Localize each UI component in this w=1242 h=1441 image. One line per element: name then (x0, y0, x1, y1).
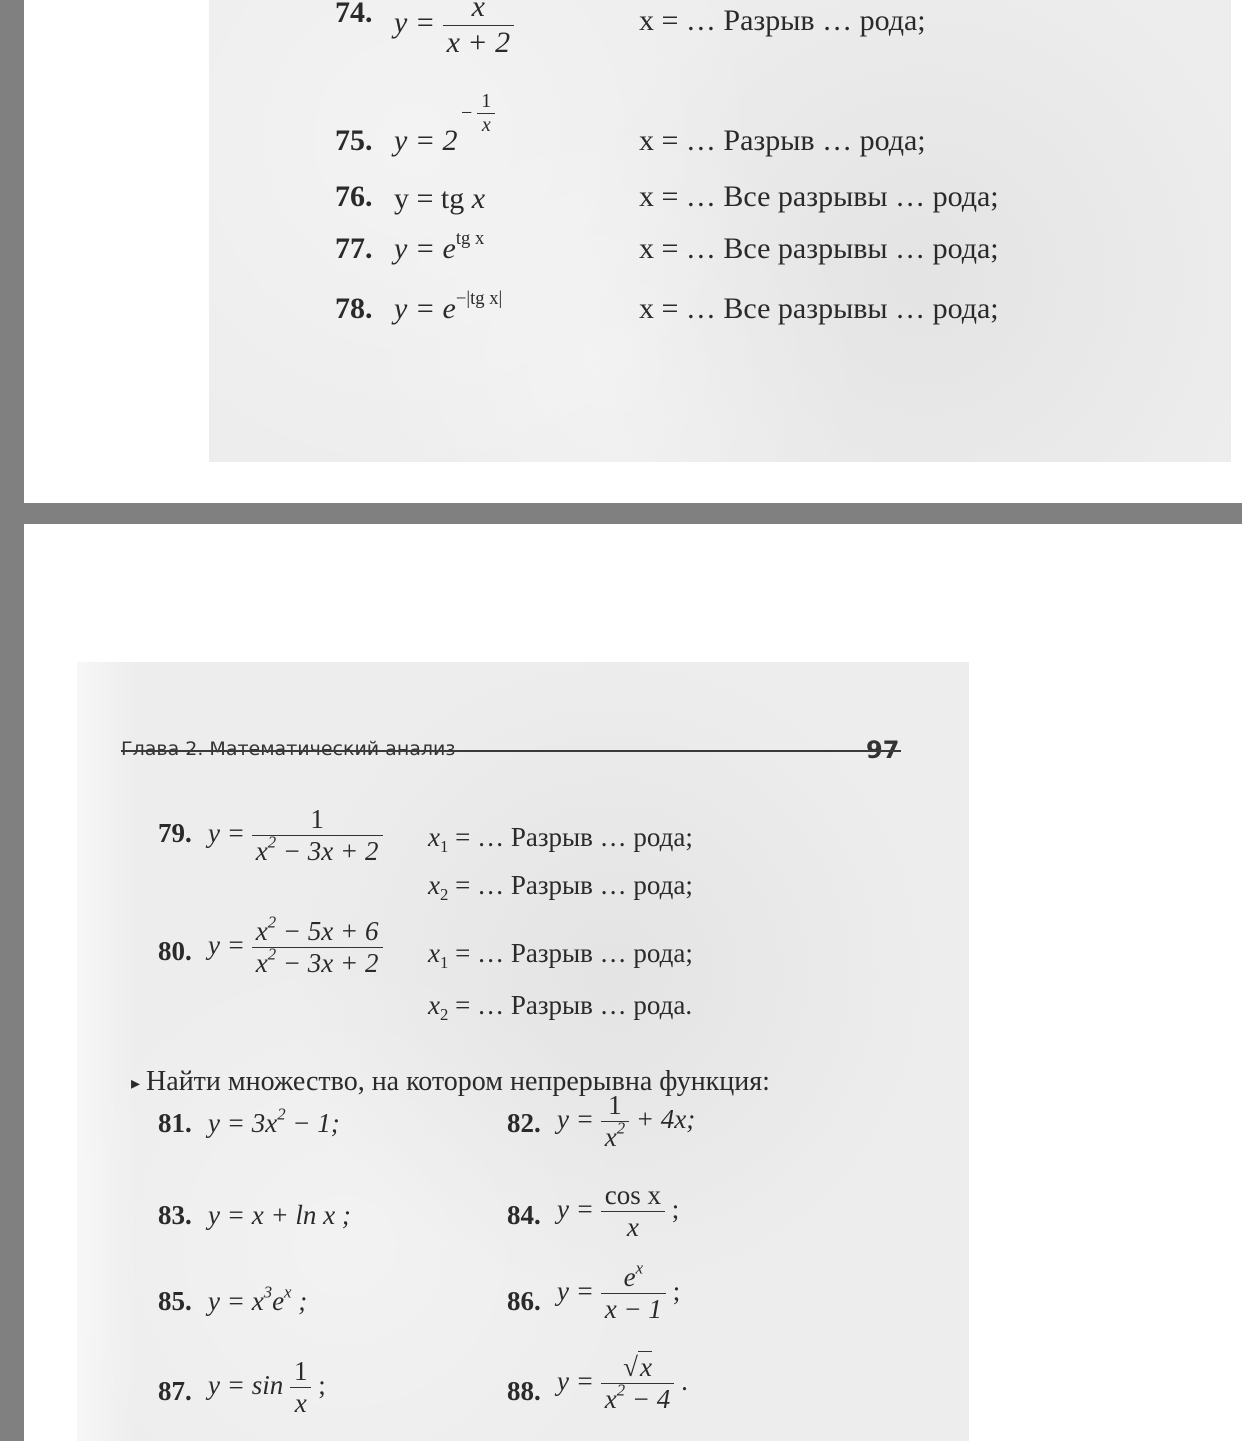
formula-86 (557, 1258, 681, 1325)
problem-number: 79. (158, 818, 192, 848)
formula-lhs: y = 2 (394, 124, 458, 157)
denominator-base: x (604, 1122, 617, 1153)
formula-post: − 1; (285, 1108, 340, 1138)
denominator-exp: 2 (267, 832, 277, 852)
answer-text: = … Разрыв … рода; (448, 870, 693, 900)
denominator: x (294, 1388, 307, 1419)
formula-88 (557, 1352, 688, 1415)
answer-sub: 1 (439, 952, 449, 972)
formula-post: ; (291, 1286, 308, 1316)
denominator-base: x (255, 948, 268, 979)
problem-number: 77. (335, 232, 373, 265)
denominator-base: x (604, 1384, 617, 1415)
exponent-75 (461, 90, 495, 137)
answer-var: x (428, 870, 440, 900)
chapter-title: Глава 2. Математический анализ (121, 738, 456, 760)
answer-80-x2 (428, 990, 693, 1024)
formula-lhs: y = tg (394, 182, 472, 215)
formula-lhs: y = (394, 5, 436, 39)
answer-74 (639, 4, 926, 38)
problem-number: 82. (507, 1108, 541, 1138)
numerator-exp: x (635, 1258, 644, 1278)
fraction (443, 0, 515, 60)
problem-85 (158, 1286, 192, 1317)
numerator: 1 (477, 90, 495, 114)
formula-78 (394, 288, 503, 326)
formula-post: ; (665, 1275, 681, 1306)
formula-post: ; (311, 1369, 326, 1400)
denominator: x (481, 114, 491, 136)
formula-76 (394, 182, 485, 216)
formula-lhs: y = (208, 817, 245, 848)
numerator: x (443, 0, 515, 26)
formula-83 (208, 1200, 351, 1231)
problem-number: 86. (507, 1286, 541, 1316)
denominator-rest: − 4 (625, 1384, 671, 1415)
fraction (601, 1258, 666, 1325)
denominator-rest: − 3x + 2 (276, 948, 379, 979)
problem-79 (158, 818, 192, 849)
page-number: 97 (866, 736, 900, 764)
formula-var: x (471, 182, 486, 215)
formula-exp: 3 (263, 1282, 273, 1302)
formula-80 (208, 912, 383, 979)
fraction (601, 1180, 665, 1243)
formula-82 (557, 1090, 695, 1153)
problem-number: 88. (507, 1376, 541, 1406)
problem-74 (335, 0, 373, 30)
formula-lhs: y = e (394, 292, 456, 325)
formula-lhs: y = e (394, 232, 456, 265)
formula-pre: y = x (208, 1286, 264, 1316)
denominator (601, 1380, 675, 1415)
sqrt-icon: √ (623, 1352, 638, 1382)
formula-lhs: y = (557, 1193, 594, 1224)
formula-77 (394, 228, 485, 266)
bullet-icon: ▸ (131, 1073, 141, 1094)
answer-77 (639, 232, 999, 266)
problem-83 (158, 1200, 192, 1231)
denominator: x + 2 (446, 25, 511, 59)
formula-lhs: y = (208, 929, 245, 960)
problem-number: 74. (335, 0, 373, 29)
answer-text: x = … Разрыв … рода; (639, 4, 926, 37)
denominator: x (626, 1212, 639, 1243)
numerator-base: e (623, 1262, 636, 1292)
answer-80-x1 (428, 938, 693, 972)
fraction (290, 1356, 312, 1419)
fraction (252, 912, 383, 979)
problem-number: 78. (335, 292, 373, 325)
exponent-fraction (477, 90, 495, 137)
numerator (601, 1352, 675, 1384)
exponent: −|tg x| (455, 288, 503, 310)
problem-number: 75. (335, 124, 373, 157)
answer-sub: 2 (439, 884, 449, 904)
answer-sub: 1 (439, 836, 449, 856)
formula-79 (208, 804, 383, 867)
problem-number: 87. (158, 1376, 192, 1406)
problem-87 (158, 1376, 192, 1407)
numerator: 1 (601, 1090, 629, 1122)
top-viewer-panel (24, 0, 1242, 503)
answer-text: x = … Все разрывы … рода; (639, 292, 999, 325)
numerator: cos x (601, 1180, 665, 1212)
numerator-rest: − 5x + 6 (276, 916, 379, 946)
scanned-page-top (209, 0, 1231, 462)
problem-78 (335, 292, 373, 326)
answer-79-x1 (428, 822, 693, 856)
numerator-exp: 2 (267, 912, 277, 932)
exponent: tg x (455, 228, 485, 250)
answer-text: x = … Разрыв … рода; (639, 124, 926, 157)
numerator (601, 1258, 666, 1294)
header-rule (121, 750, 901, 752)
answer-79-x2 (428, 870, 693, 904)
denominator-exp: 2 (616, 1118, 626, 1138)
formula-84 (557, 1180, 679, 1243)
denominator-exp: 2 (616, 1380, 626, 1400)
radicand: x (639, 1352, 652, 1382)
answer-var: x (428, 938, 440, 968)
denominator-exp: 2 (267, 944, 277, 964)
fraction (601, 1090, 629, 1153)
denominator: x − 1 (604, 1294, 662, 1325)
denominator (252, 944, 383, 979)
numerator: 1 (252, 804, 383, 836)
denominator-base: x (255, 836, 268, 867)
denominator (252, 832, 383, 867)
answer-78 (639, 292, 999, 326)
problem-76 (335, 180, 373, 214)
problem-84 (507, 1200, 541, 1231)
answer-var: x (428, 822, 440, 852)
problem-80 (158, 936, 192, 967)
formula-exp: x (284, 1282, 292, 1302)
formula-81 (208, 1104, 340, 1139)
scanned-page-bottom (77, 662, 969, 1441)
formula-lhs: y = (557, 1365, 594, 1396)
exponent-sign: − (461, 102, 473, 124)
formula-74 (394, 0, 514, 60)
formula-pre: y = 3x (208, 1108, 278, 1138)
fraction (252, 804, 383, 867)
instruction-text: Найти множество, на котором непрерывна функция: (146, 1066, 770, 1097)
formula-lhs: y = sin (208, 1369, 284, 1400)
formula-post: ; (664, 1193, 680, 1224)
problem-81 (158, 1108, 192, 1139)
problem-77 (335, 232, 373, 266)
denominator-rest: − 3x + 2 (276, 836, 379, 867)
answer-text: = … Разрыв … рода; (448, 938, 693, 968)
problem-88 (507, 1376, 541, 1407)
problem-number: 85. (158, 1286, 192, 1316)
problem-number: 84. (507, 1200, 541, 1230)
formula-lhs: y = (557, 1103, 594, 1134)
answer-75 (639, 124, 926, 158)
formula-87 (208, 1356, 326, 1419)
formula-exp: 2 (277, 1104, 286, 1124)
formula-85 (208, 1282, 308, 1317)
denominator (601, 1118, 629, 1153)
formula-post: . (674, 1365, 688, 1396)
answer-text: = … Разрыв … рода; (448, 822, 693, 852)
answer-text: x = … Все разрывы … рода; (639, 180, 999, 213)
problem-82 (507, 1108, 541, 1139)
answer-76 (639, 180, 999, 214)
problem-number: 76. (335, 180, 373, 213)
bottom-viewer-panel (24, 524, 1242, 1441)
problem-86 (507, 1286, 541, 1317)
problem-number: 80. (158, 936, 192, 966)
fraction (601, 1352, 675, 1415)
formula-mid: e (272, 1286, 285, 1316)
formula-text: y = x + ln x ; (208, 1200, 351, 1230)
formula-75 (394, 124, 458, 158)
answer-var: x (428, 990, 440, 1020)
formula-lhs: y = (557, 1275, 594, 1306)
numerator: 1 (290, 1356, 312, 1388)
answer-text: x = … Все разрывы … рода; (639, 232, 999, 265)
numerator (252, 912, 383, 948)
problem-75 (335, 124, 373, 158)
formula-post: + 4x; (629, 1103, 696, 1134)
problem-number: 83. (158, 1200, 192, 1230)
numerator-base: x (255, 916, 268, 946)
answer-sub: 2 (439, 1004, 449, 1024)
problem-number: 81. (158, 1108, 192, 1138)
answer-text: = … Разрыв … рода. (448, 990, 693, 1020)
